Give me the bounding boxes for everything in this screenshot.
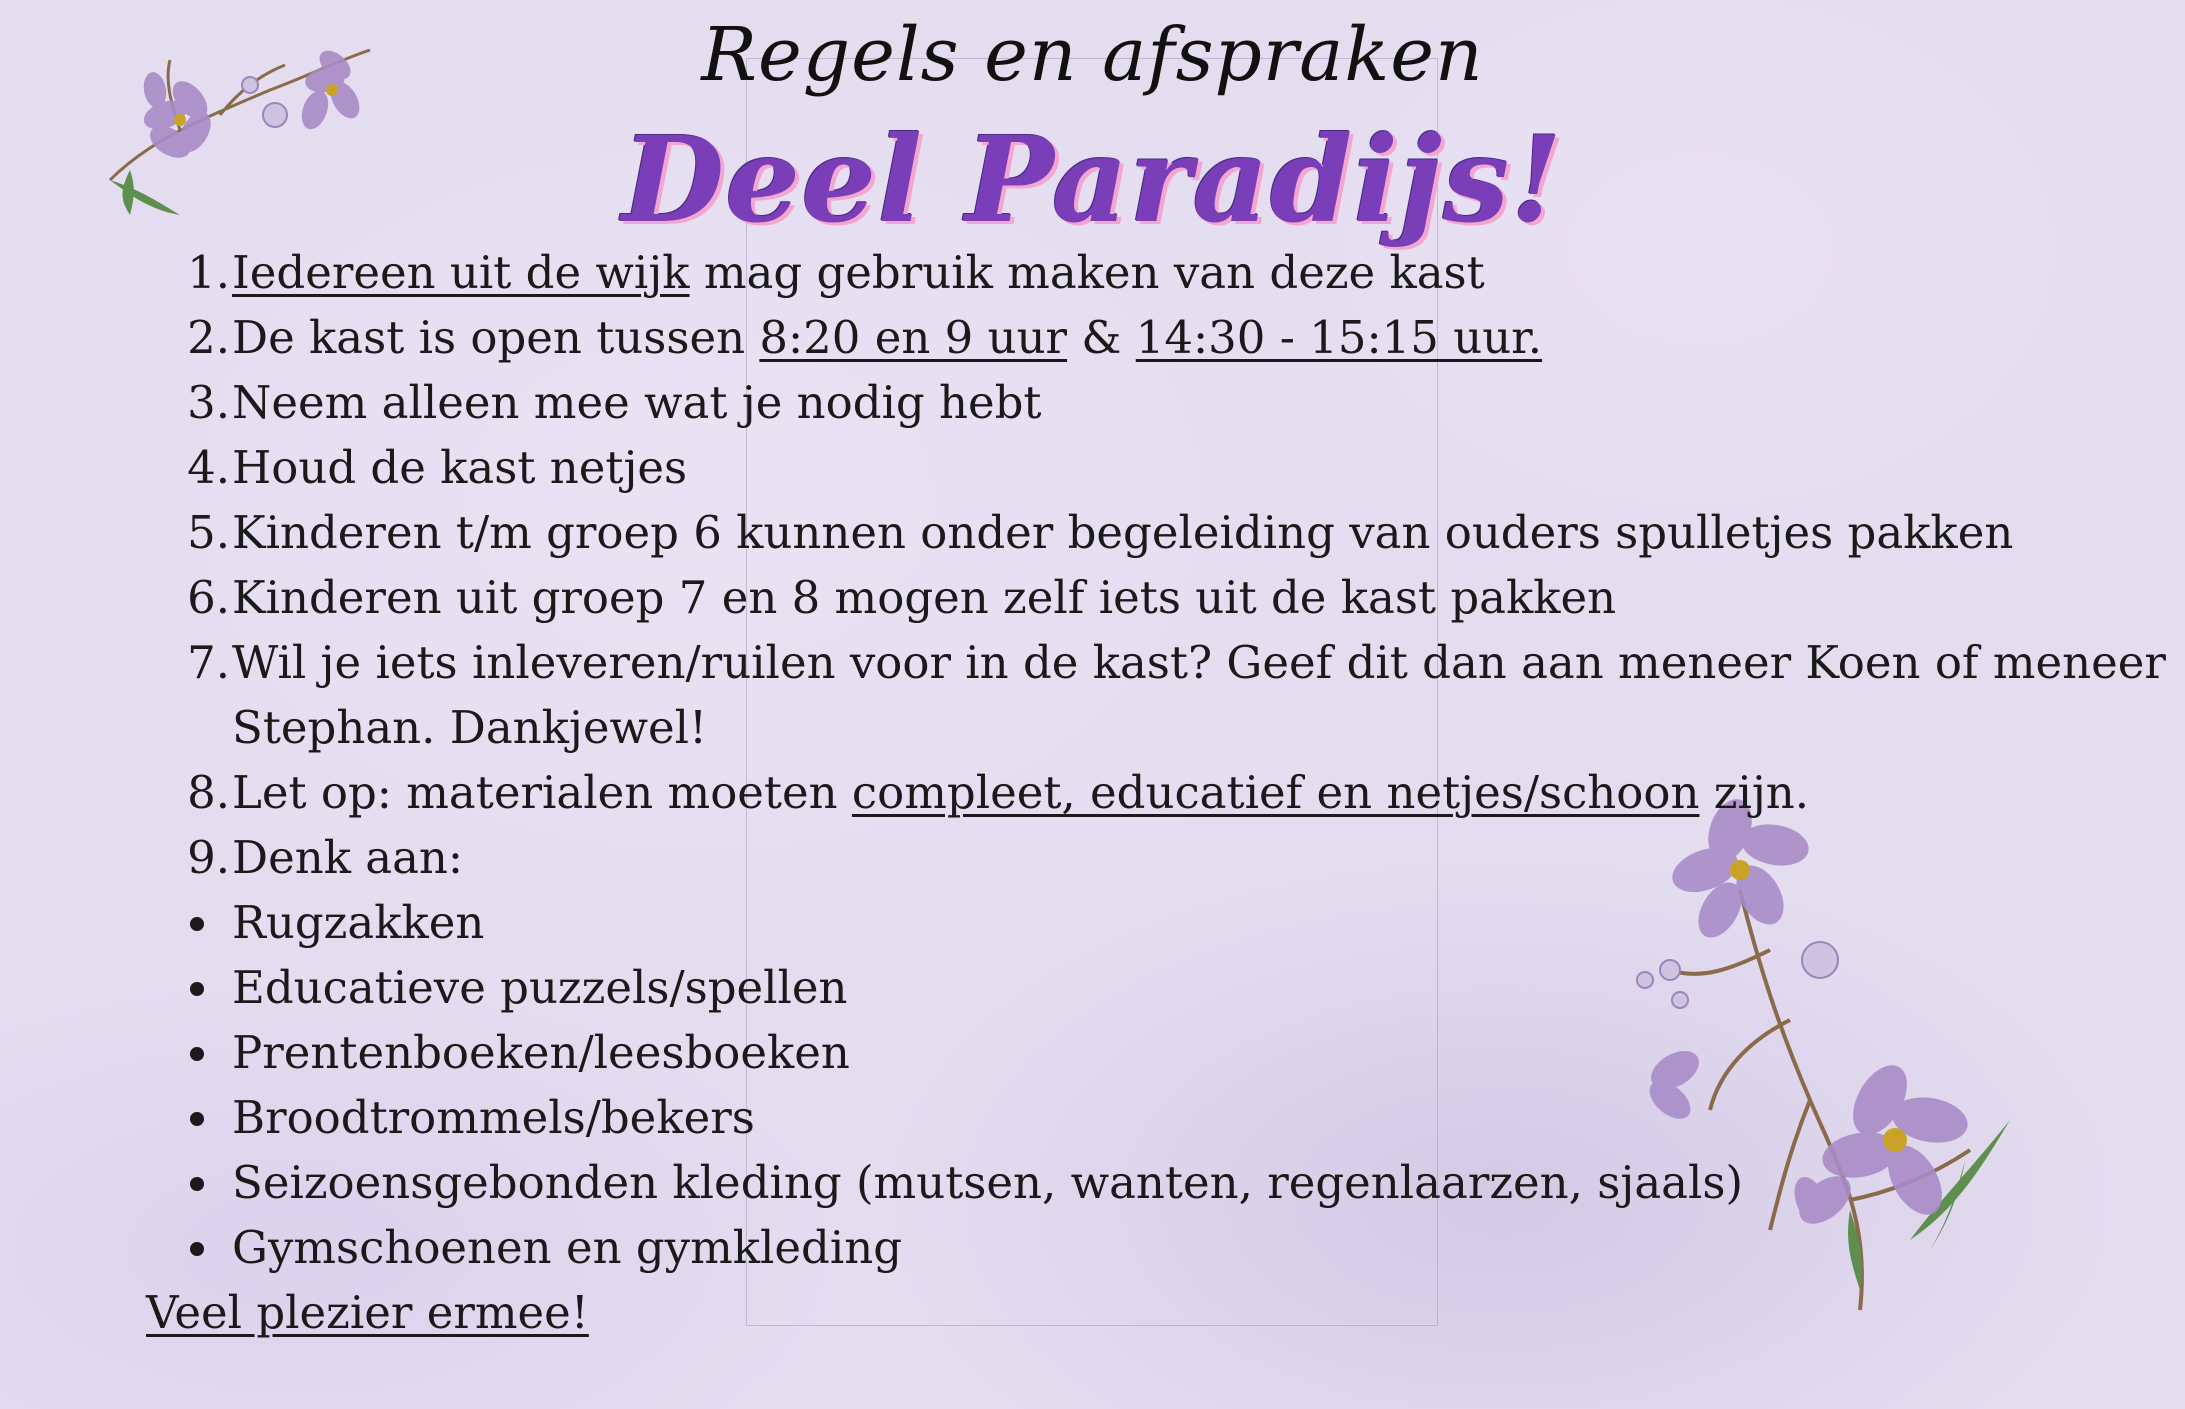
page-subtitle: Deel Paradijs! — [621, 110, 1564, 249]
flower-decoration-bottom-right — [1610, 770, 2030, 1330]
rule-number: 3. — [187, 376, 230, 429]
rule-text-part: Let op: materialen moeten — [232, 766, 852, 819]
rule-text-part: De kast is open tussen — [232, 311, 760, 364]
bullet-dot-icon — [190, 917, 204, 931]
rule-text-underlined: 8:20 en 9 uur — [759, 311, 1068, 364]
rule-text-part: Kinderen t/m groep 6 kunnen onder begeleiding van ouders spulletjes pakken — [232, 506, 2014, 559]
rule-text-underlined: 14:30 - 15:15 uur. — [1135, 311, 1543, 364]
rule-text — [232, 630, 2166, 695]
rule-text-part: zijn. — [1699, 766, 1810, 819]
bullet-dot-icon — [190, 1047, 204, 1061]
bullet-text: Rugzakken — [232, 896, 485, 949]
bullet-text: Prentenboeken/leesboeken — [232, 1026, 850, 1079]
rule-text-part: mag gebruik maken van deze kast — [689, 246, 1485, 299]
rule-text — [232, 305, 1542, 370]
closing-note: Veel plezier ermee! — [146, 1286, 589, 1339]
rule-text — [232, 435, 687, 500]
rule-text-underlined: compleet, educatief en netjes/schoon — [851, 766, 1700, 819]
bullet-dot-icon — [190, 1242, 204, 1256]
bullet-text: Broodtrommels/bekers — [232, 1091, 755, 1144]
rule-text-part: Denk aan: — [232, 831, 464, 884]
rule-text-underlined: Iedereen uit de wijk — [232, 246, 690, 299]
rule-number: 2. — [187, 311, 230, 364]
rule-number: 7. — [187, 636, 230, 689]
page-title: Regels en afspraken — [701, 12, 1484, 98]
rule-number: 8. — [187, 766, 230, 819]
rule-text — [232, 760, 1809, 825]
rule-text-part: Houd de kast netjes — [232, 441, 688, 494]
rule-text-part: Kinderen uit groep 7 en 8 mogen zelf iets uit de kast pakken — [232, 571, 1617, 624]
bullet-text: Seizoensgebonden kleding (mutsen, wanten, regenlaarzen, sjaals) — [232, 1156, 1744, 1209]
rule-number: 9. — [187, 831, 230, 884]
rule-text: Stephan. Dankjewel! — [232, 701, 708, 754]
rule-text-part: Neem alleen mee wat je nodig hebt — [232, 376, 1042, 429]
rule-text — [232, 565, 1616, 630]
rule-text — [232, 370, 1042, 435]
bullet-text: Educatieve puzzels/spellen — [232, 961, 848, 1014]
rule-text-part: Wil je iets inleveren/ruilen voor in de kast? Geef dit dan aan meneer Koen of meneer — [232, 636, 2166, 689]
rule-number: 5. — [187, 506, 230, 559]
bullet-dot-icon — [190, 1177, 204, 1191]
bullet-dot-icon — [190, 982, 204, 996]
rule-number: 4. — [187, 441, 230, 494]
bullet-text: Gymschoenen en gymkleding — [232, 1221, 903, 1274]
rule-text — [232, 825, 463, 890]
rule-text — [232, 240, 1485, 305]
rule-text — [232, 500, 2013, 565]
rule-text-part: & — [1067, 311, 1136, 364]
rule-number: 1. — [187, 246, 230, 299]
rule-number: 6. — [187, 571, 230, 624]
bullet-dot-icon — [190, 1112, 204, 1126]
